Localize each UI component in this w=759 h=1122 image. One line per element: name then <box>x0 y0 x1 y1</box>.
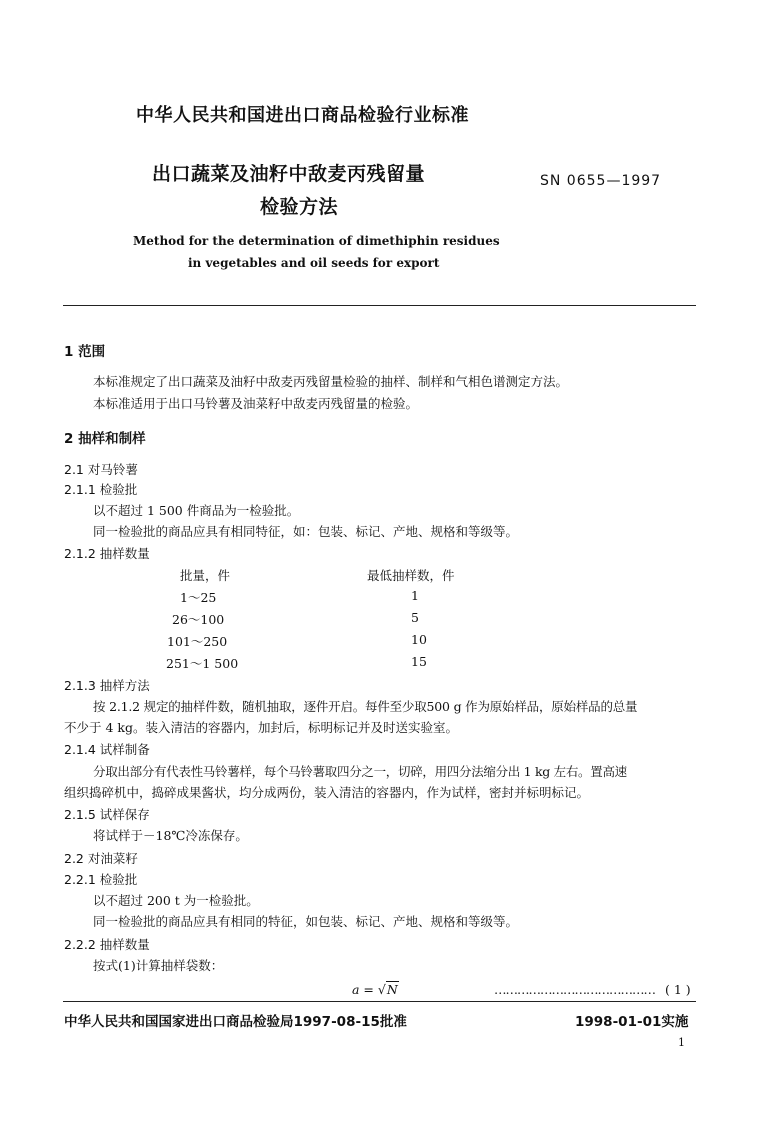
table-header-min-samples: 最低抽样数，件 <box>367 568 455 583</box>
section-2-1-3-heading: 2.1.3 抽样方法 <box>64 678 150 693</box>
document-title-line1: 出口蔬菜及油籽中敌麦丙残留量 <box>152 163 426 185</box>
table-cell: 1 <box>411 588 419 603</box>
table-cell: 5 <box>411 610 419 625</box>
table-cell: 1～25 <box>180 590 217 605</box>
table-cell: 26～100 <box>172 612 225 627</box>
section-2-2-2-heading: 2.2.2 抽样数量 <box>64 937 150 952</box>
section-1-heading: 1 范围 <box>64 344 106 360</box>
effective-date: 1998-01-01实施 <box>575 1014 689 1030</box>
section-2-1-4-heading: 2.1.4 试样制备 <box>64 742 150 757</box>
formula-leader-dots: …………………………………… <box>494 982 655 997</box>
english-title-line1: Method for the determination of dimethiphin residues <box>133 234 500 248</box>
formula-1 <box>352 982 399 997</box>
section-2-2-2-paragraph-1: 按式(1)计算抽样袋数： <box>93 958 224 973</box>
section-2-2-1-paragraph-2: 同一检验批的商品应具有相同的特征，如包装、标记、产地、规格和等级等。 <box>93 914 519 929</box>
section-1-paragraph-1: 本标准规定了出口蔬菜及油籽中敌麦丙残留量检验的抽样、制样和气相色谱测定方法。 <box>93 374 569 389</box>
table-cell: 10 <box>411 632 427 647</box>
document-title-line2: 检验方法 <box>260 196 339 218</box>
section-2-1-1-paragraph-1: 以不超过 1 500 件商品为一检验批。 <box>93 503 300 518</box>
formula-radicand: N <box>386 982 398 997</box>
section-2-2-heading: 2.2 对油菜籽 <box>64 851 138 866</box>
table-cell: 251～1 500 <box>166 656 239 671</box>
section-2-heading: 2 抽样和制样 <box>64 431 146 447</box>
table-cell: 15 <box>411 654 427 669</box>
section-2-1-4-paragraph-1: 分取出部分有代表性马铃薯样，每个马铃薯取四分之一，切碎，用四分法缩分出 1 kg 左右。置高速 <box>93 764 627 779</box>
header-divider <box>63 305 696 306</box>
table-header-lot-size: 批量，件 <box>180 568 231 583</box>
section-2-2-1-paragraph-1: 以不超过 200 t 为一检验批。 <box>93 893 259 908</box>
section-2-1-heading: 2.1 对马铃薯 <box>64 462 138 477</box>
page-number: 1 <box>678 1036 685 1049</box>
standard-org-title: 中华人民共和国进出口商品检验行业标准 <box>136 105 469 126</box>
standard-code: SN 0655—1997 <box>540 173 662 189</box>
section-1-paragraph-2: 本标准适用于出口马铃薯及油菜籽中敌麦丙残留量的检验。 <box>93 396 419 411</box>
approval-issuer: 中华人民共和国国家进出口商品检验局1997-08-15批准 <box>64 1014 407 1030</box>
formula-number: ( 1 ) <box>665 982 691 997</box>
section-2-1-5-paragraph-1: 将试样于－18℃冷冻保存。 <box>93 828 248 843</box>
section-2-1-1-heading: 2.1.1 检验批 <box>64 482 138 497</box>
sqrt-symbol: √ <box>377 982 386 997</box>
table-cell: 101～250 <box>167 634 228 649</box>
section-2-1-1-paragraph-2: 同一检验批的商品应具有相同特征，如：包装、标记、产地、规格和等级等。 <box>93 524 519 539</box>
section-2-1-3-paragraph-1: 按 2.1.2 规定的抽样件数，随机抽取，逐件开启。每件至少取500 g 作为原始样品，原始样品的总量 <box>93 699 638 714</box>
section-2-1-2-heading: 2.1.2 抽样数量 <box>64 546 150 561</box>
formula-lhs: a = <box>352 982 378 997</box>
section-2-1-4-paragraph-2: 组织捣碎机中，捣碎成果酱状，均分成两份，装入清洁的容器内，作为试样，密封并标明标记。 <box>64 785 590 800</box>
section-2-1-3-paragraph-2: 不少于 4 kg。装入清洁的容器内，加封后，标明标记并及时送实验室。 <box>64 720 458 735</box>
section-2-2-1-heading: 2.2.1 检验批 <box>64 872 138 887</box>
footer-divider <box>63 1001 696 1002</box>
section-2-1-5-heading: 2.1.5 试样保存 <box>64 807 150 822</box>
english-title-line2: in vegetables and oil seeds for export <box>188 256 440 270</box>
